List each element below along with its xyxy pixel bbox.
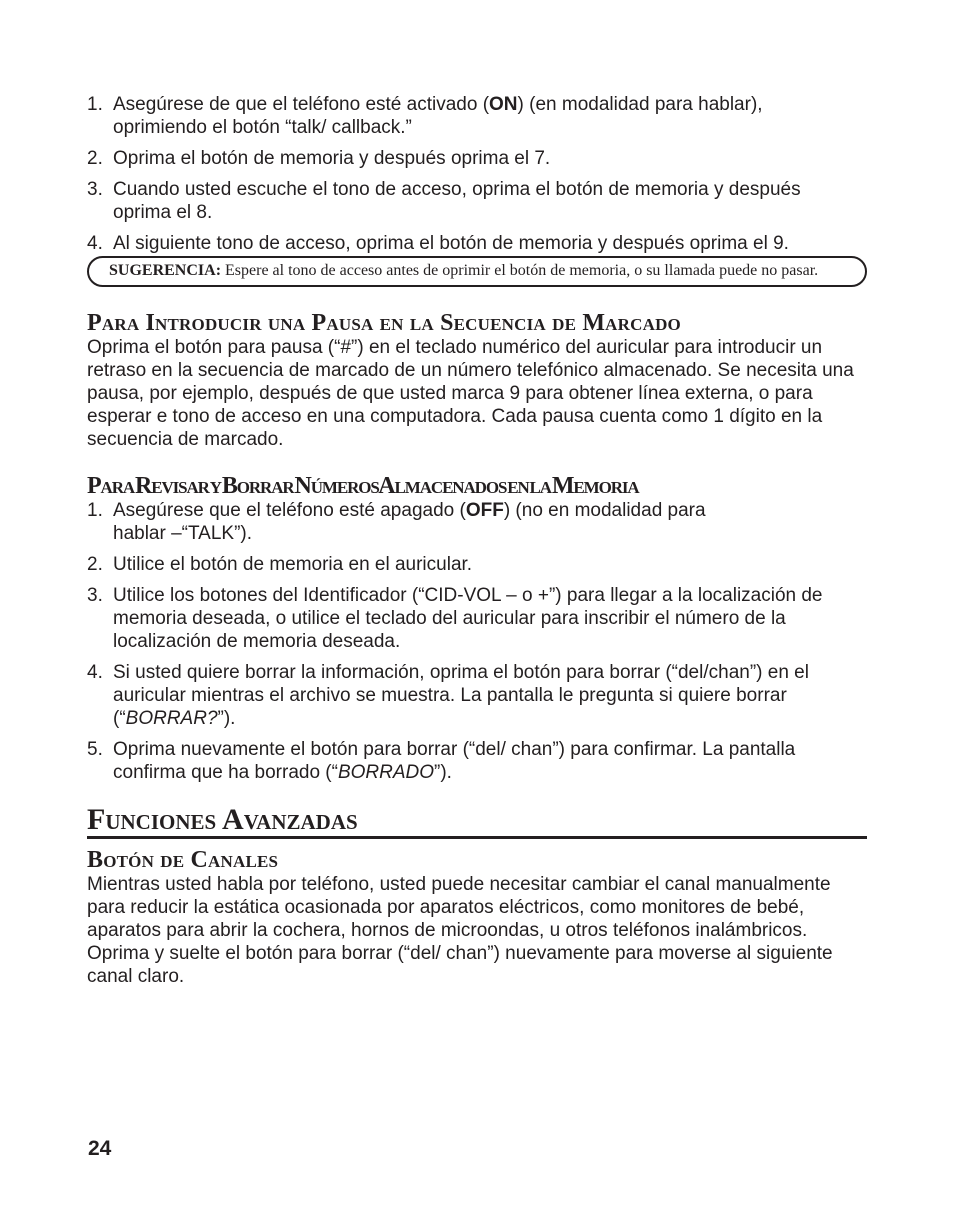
section-body-channel: Mientras usted habla por teléfono, usted puede necesitar cambiar el canal manualmente para reducir la estática ocasionada por aparatos eléctricos, como monitores de bebé, aparatos para abrir la cochera, hornos de microondas, u otros teléfonos inalámbricos. Oprima y suelte el botón para borrar (“del/ chan”) nuevamente para moverse al siguiente canal claro.	[87, 874, 833, 987]
list-item	[87, 178, 857, 224]
list-item	[87, 738, 867, 784]
item-text: Asegúrese de que el teléfono esté activado (	[113, 94, 490, 115]
item-number: 1.	[87, 500, 103, 521]
item-number: 5.	[87, 739, 103, 760]
item-text: Oprima el botón de memoria y después oprima el 7.	[113, 148, 551, 169]
section-title-channel: Botón de Canales	[87, 847, 279, 873]
heading-advanced: Funciones Avanzadas	[87, 804, 867, 839]
section-title-pause: Para Introducir una Pausa en la Secuencia de Marcado	[87, 310, 681, 336]
section-title-review: Para Revisar y Borrar Números Almacenados en la Memoria	[87, 473, 639, 499]
item-number: 2.	[87, 148, 103, 169]
steps-list-1	[87, 93, 857, 255]
item-bold: OFF	[465, 500, 504, 521]
list-item	[87, 661, 867, 730]
item-text: Asegúrese que el teléfono esté apagado (	[113, 500, 466, 521]
tip-box	[87, 256, 867, 287]
list-item	[87, 553, 867, 576]
steps-list-2	[87, 499, 867, 784]
item-text: ) (en modalidad para hablar), oprimiendo el botón “talk/ callback.”	[113, 94, 763, 138]
item-number: 3.	[87, 179, 103, 200]
item-text: ) (no en modalidad para hablar –“TALK”).	[113, 500, 706, 544]
item-text: Utilice el botón de memoria en el auricular.	[113, 554, 473, 575]
item-number: 4.	[87, 233, 103, 254]
item-text: Utilice los botones del Identificador (“CID-VOL – o +”) para llegar a la localización de memoria deseada, o utilice el teclado del auricular para inscribir el número de la localización de memoria deseada.	[113, 585, 823, 652]
tip-label: SUGERENCIA:	[109, 262, 222, 279]
item-number: 4.	[87, 662, 103, 683]
item-text: Cuando usted escuche el tono de acceso, oprima el botón de memoria y después oprima el 8.	[113, 179, 801, 223]
list-item	[87, 499, 753, 545]
item-italic: BORRADO	[337, 762, 435, 783]
item-bold: ON	[489, 94, 518, 115]
tip-text: Espere al tono de acceso antes de oprimir el botón de memoria, o su llamada puede no pasar.	[221, 262, 819, 279]
list-item	[87, 147, 857, 170]
page-content	[87, 93, 867, 988]
item-text: Oprima nuevamente el botón para borrar (“del/ chan”) para confirmar. La pantalla confirma que ha borrado (“	[113, 739, 796, 783]
item-text: ”).	[434, 762, 452, 783]
list-item	[87, 93, 857, 139]
item-text: ”).	[217, 708, 236, 729]
item-number: 1.	[87, 94, 103, 115]
item-text: Al siguiente tono de acceso, oprima el botón de memoria y después oprima el 9.	[113, 233, 789, 254]
section-body-pause: Oprima el botón para pausa (“#”) en el teclado numérico del auricular para introducir un retraso en la secuencia de marcado de un número telefónico almacenado. Se necesita una pausa, por ejemplo, después de que usted marca 9 para obtener línea externa, o para esperar e tono de acceso en una computadora. Cada pausa cuenta como 1 dígito en la secuencia de marcado.	[87, 337, 854, 450]
list-item	[87, 584, 867, 653]
list-item	[87, 232, 857, 255]
item-italic: BORRAR?	[125, 708, 218, 729]
item-number: 2.	[87, 554, 103, 575]
item-text: Si usted quiere borrar la información, oprima el botón para borrar (“del/chan”) en el auricular mientras el archivo se muestra. La pantalla le pregunta si quiere borrar (“	[113, 662, 809, 729]
page-number: 24	[88, 1137, 112, 1160]
item-number: 3.	[87, 585, 103, 606]
